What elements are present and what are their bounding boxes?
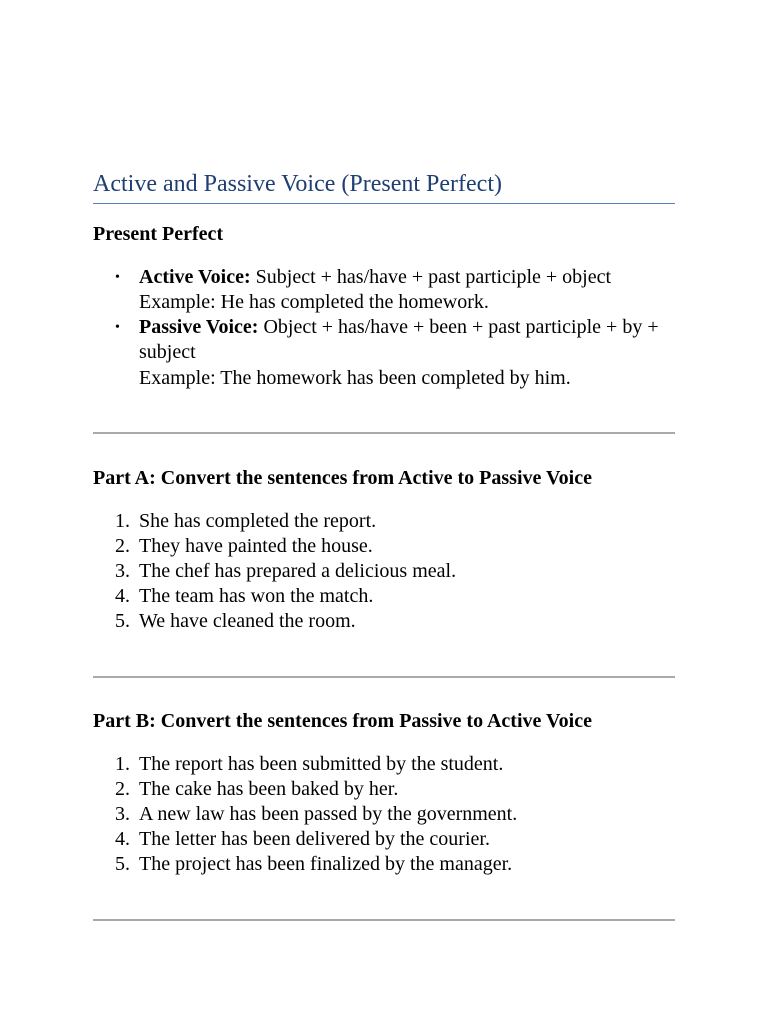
item-text: The project has been finalized by the manager. bbox=[139, 852, 513, 875]
list-item-passive-voice bbox=[115, 315, 675, 391]
item-number: 3. bbox=[115, 802, 130, 825]
list-item bbox=[115, 827, 675, 852]
item-text: The chef has prepared a delicious meal. bbox=[139, 559, 457, 582]
item-number: 3. bbox=[115, 559, 130, 582]
rule-example: Example: He has completed the homework. bbox=[139, 290, 489, 313]
list-item-active-voice bbox=[115, 265, 675, 316]
part-b-section bbox=[93, 709, 675, 877]
part-b-list bbox=[93, 752, 675, 877]
list-item bbox=[115, 802, 675, 827]
section-divider bbox=[93, 919, 675, 921]
part-a-list bbox=[93, 509, 675, 634]
item-text: The team has won the match. bbox=[139, 584, 374, 607]
item-text: They have painted the house. bbox=[139, 534, 373, 557]
item-number: 2. bbox=[115, 777, 130, 800]
list-item bbox=[115, 777, 675, 802]
bullet-icon: • bbox=[115, 320, 120, 336]
rules-list bbox=[93, 265, 675, 391]
list-item bbox=[115, 852, 675, 877]
rule-example: Example: The homework has been completed by him. bbox=[139, 366, 571, 389]
item-number: 5. bbox=[115, 609, 130, 632]
rule-label: Passive Voice: bbox=[139, 316, 259, 339]
rule-formula: Subject + has/have + past participle + object bbox=[250, 265, 612, 288]
list-item bbox=[115, 534, 675, 559]
item-text: The cake has been baked by her. bbox=[139, 777, 399, 800]
item-number: 2. bbox=[115, 534, 130, 557]
bullet-icon: • bbox=[115, 269, 120, 285]
list-item bbox=[115, 559, 675, 584]
list-item bbox=[115, 752, 675, 777]
rule-formula: Object + has/have + been + past participle + by + subject bbox=[139, 316, 659, 364]
list-item bbox=[115, 509, 675, 534]
part-a-section bbox=[93, 466, 675, 634]
item-number: 4. bbox=[115, 584, 130, 607]
item-number: 5. bbox=[115, 852, 130, 875]
list-item bbox=[115, 609, 675, 634]
section-divider bbox=[93, 432, 675, 434]
item-number: 1. bbox=[115, 752, 130, 775]
intro-section bbox=[93, 222, 675, 391]
document-title: Active and Passive Voice (Present Perfect) bbox=[93, 170, 675, 204]
item-number: 4. bbox=[115, 827, 130, 850]
item-text: She has completed the report. bbox=[139, 509, 377, 532]
intro-heading: Present Perfect bbox=[93, 223, 224, 245]
item-text: The report has been submitted by the student. bbox=[139, 752, 504, 775]
item-text: The letter has been delivered by the courier. bbox=[139, 827, 490, 850]
rule-label: Active Voice: bbox=[139, 265, 251, 288]
list-item bbox=[115, 584, 675, 609]
part-b-heading: Part B: Convert the sentences from Passive to Active Voice bbox=[93, 710, 592, 732]
item-text: A new law has been passed by the government. bbox=[139, 802, 518, 825]
section-divider bbox=[93, 676, 675, 678]
part-a-heading: Part A: Convert the sentences from Active to Passive Voice bbox=[93, 467, 592, 489]
item-text: We have cleaned the room. bbox=[139, 609, 356, 632]
item-number: 1. bbox=[115, 509, 130, 532]
